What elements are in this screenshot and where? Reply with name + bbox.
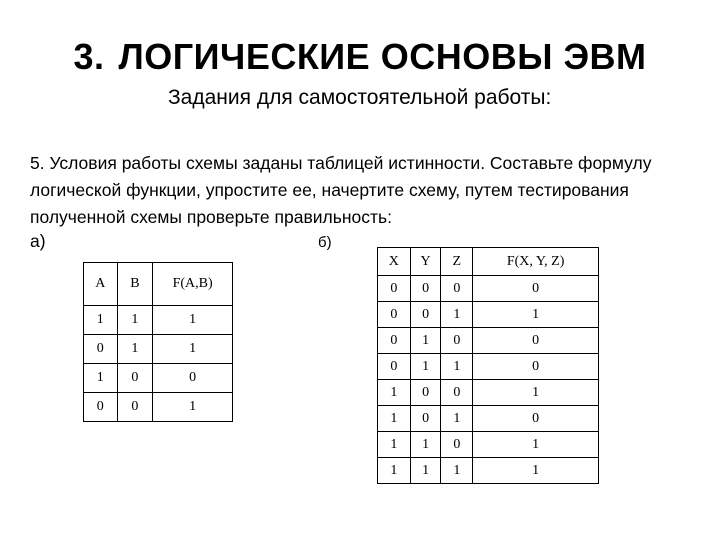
table-row (378, 328, 599, 354)
table-cell: 0 (410, 276, 441, 302)
table-cell: 0 (378, 328, 411, 354)
table-cell: 1 (473, 380, 599, 406)
table-cell: 0 (473, 406, 599, 432)
table-cell: 1 (153, 335, 233, 364)
table-cell: 0 (410, 302, 441, 328)
label-b: б) (318, 234, 332, 251)
table-cell: 0 (441, 432, 473, 458)
table-header-row (84, 263, 233, 306)
table-row (378, 380, 599, 406)
table-cell: 1 (117, 335, 153, 364)
table-cell: 1 (441, 354, 473, 380)
table-cell: 0 (410, 380, 441, 406)
table-cell: 0 (441, 276, 473, 302)
table-cell: 1 (84, 306, 118, 335)
table-row (84, 364, 233, 393)
table-header-row (378, 248, 599, 276)
table-cell: 1 (410, 328, 441, 354)
table-cell: 0 (378, 354, 411, 380)
table-cell: 1 (84, 364, 118, 393)
table-cell: 1 (410, 354, 441, 380)
table-row (378, 432, 599, 458)
table-row (378, 354, 599, 380)
table-cell: 0 (378, 302, 411, 328)
table-cell: 0 (473, 328, 599, 354)
table-cell: 0 (441, 380, 473, 406)
table-cell: 1 (378, 380, 411, 406)
table-cell: 1 (410, 432, 441, 458)
title-number: 3. (73, 36, 105, 77)
table-row (84, 335, 233, 364)
table-cell: 0 (473, 276, 599, 302)
table-cell: 1 (117, 306, 153, 335)
header-cell: F(X, Y, Z) (473, 248, 599, 276)
table-cell: 0 (153, 364, 233, 393)
task-text: 5. Условия работы схемы заданы таблицей истинности. Составьте формулу логической функции, упростите ее, начертите схему, путем тестирования полученной схемы проверьте правильность: (30, 153, 652, 227)
table-row (378, 276, 599, 302)
table-cell: 0 (410, 406, 441, 432)
slide-title (0, 36, 720, 78)
header-cell: B (117, 263, 153, 306)
slide-subtitle: Задания для самостоятельной работы: (168, 86, 552, 109)
header-cell: A (84, 263, 118, 306)
title-text: ЛОГИЧЕСКИЕ ОСНОВЫ ЭВМ (118, 36, 647, 77)
table-cell: 0 (117, 364, 153, 393)
table-cell: 1 (153, 306, 233, 335)
table-cell: 1 (410, 458, 441, 484)
table-cell: 1 (378, 432, 411, 458)
header-cell: F(A,B) (153, 263, 233, 306)
header-cell: Y (410, 248, 441, 276)
table-cell: 0 (378, 276, 411, 302)
header-cell: X (378, 248, 411, 276)
table-cell: 0 (84, 335, 118, 364)
table-row (84, 393, 233, 422)
table-row (84, 306, 233, 335)
truth-table-b (377, 247, 599, 484)
table-cell: 1 (378, 406, 411, 432)
table-cell: 0 (84, 393, 118, 422)
table-row (378, 406, 599, 432)
table-cell: 0 (117, 393, 153, 422)
label-a: а) (30, 231, 46, 251)
table-cell: 1 (473, 432, 599, 458)
table-cell: 1 (441, 458, 473, 484)
header-cell: Z (441, 248, 473, 276)
table-cell: 1 (153, 393, 233, 422)
table-cell: 1 (441, 406, 473, 432)
table-cell: 1 (441, 302, 473, 328)
truth-table-a (83, 262, 233, 422)
table-cell: 0 (441, 328, 473, 354)
table-row (378, 302, 599, 328)
table-row (378, 458, 599, 484)
table-cell: 1 (378, 458, 411, 484)
table-cell: 0 (473, 354, 599, 380)
table-cell: 1 (473, 302, 599, 328)
table-cell: 1 (473, 458, 599, 484)
